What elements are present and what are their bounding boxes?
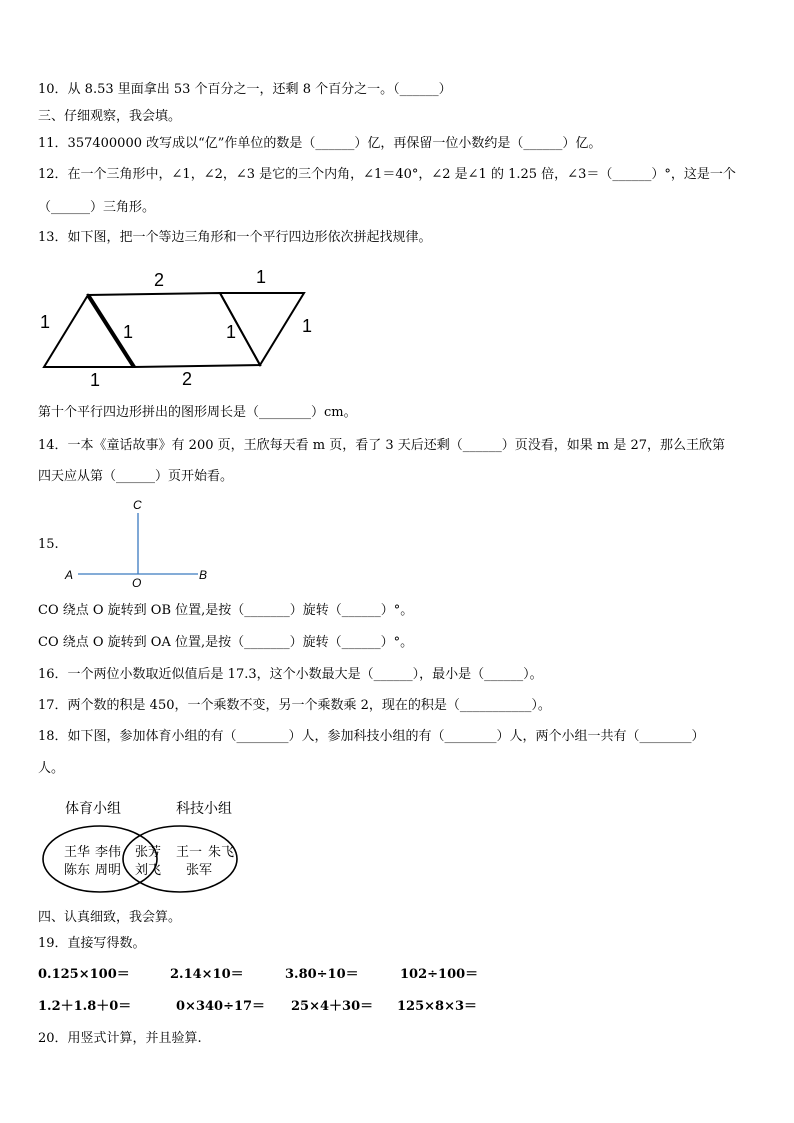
venn-left-name-1: 王华 [64, 844, 91, 859]
question-11: 11．357400000 改写成以“亿”作单位的数是（______）亿，再保留一位小数约是（______）亿。 [38, 136, 602, 151]
question-16: 16．一个两位小数取近似值后是 17.3，这个小数最大是（______），最小是（______）。 [38, 667, 543, 682]
question-14-line-2: 四天应从第（______）页开始看。 [38, 469, 234, 484]
venn-both-name-1: 张芳 [135, 844, 162, 859]
triangle-parallelogram-figure [30, 262, 330, 392]
angle-figure [58, 495, 218, 591]
point-B-label: B [199, 568, 208, 582]
venn-left-title: 体育小组 [65, 800, 121, 816]
venn-right-title: 科技小组 [176, 800, 232, 816]
question-18-line-2: 人。 [38, 761, 65, 776]
question-14-line-1: 14．一本《童话故事》有 200 页，王欣每天看 m 页，看了 3 天后还剩（______）页没看，如果 m 是 27，那么王欣第 [38, 438, 726, 453]
label-left-1: 1 [40, 312, 51, 332]
venn-right-ellipse [123, 826, 237, 892]
calc-8: 125×8×3＝ [397, 999, 478, 1014]
point-C-label: C [133, 498, 142, 512]
question-15-line-2: CO 绕点 O 旋转到 OA 位置,是按（_______）旋转（______）°。 [38, 635, 414, 650]
calc-4: 102÷100＝ [400, 967, 479, 982]
question-12-line-2: （______）三角形。 [38, 200, 156, 215]
calc-3: 3.80÷10＝ [285, 967, 359, 982]
calc-6: 0×340÷17＝ [176, 999, 266, 1014]
question-18-line-1: 18．如下图，参加体育小组的有（________）人，参加科技小组的有（________）人，两个小组一共有（________） [38, 729, 705, 744]
label-right-1: 1 [302, 316, 313, 336]
question-20: 20．用竖式计算，并且验算. [38, 1031, 202, 1046]
calc-2: 2.14×10＝ [170, 967, 244, 982]
point-A-label: A [65, 568, 74, 582]
label-mid-1: 1 [123, 322, 134, 342]
label-bottom-2: 2 [182, 369, 193, 389]
question-17: 17．两个数的积是 450，一个乘数不变，另一个乘数乘 2，现在的积是（___________）。 [38, 698, 551, 713]
question-15-line-1: CO 绕点 O 旋转到 OB 位置,是按（_______）旋转（______）°。 [38, 603, 414, 618]
question-19: 19．直接写得数。 [38, 936, 146, 951]
calc-5: 1.2＋1.8＋0＝ [38, 999, 132, 1014]
question-15: 15. [38, 537, 59, 552]
question-13: 13．如下图，把一个等边三角形和一个平行四边形依次拼起找规律。 [38, 230, 432, 245]
label-bottom-1: 1 [90, 370, 101, 390]
left-triangle [44, 295, 134, 367]
question-12-line-1: 12．在一个三角形中，∠1，∠2，∠3 是它的三个内角，∠1＝40°，∠2 是∠1 的 1.25 倍，∠3＝（______）°，这是一个 [38, 167, 736, 182]
venn-diagram [38, 795, 248, 899]
venn-both-name-2: 刘飞 [135, 862, 162, 877]
label-top-1: 1 [256, 267, 267, 287]
venn-left-name-4: 周明 [95, 862, 122, 877]
section-3-heading: 三、仔细观察，我会填。 [38, 109, 182, 124]
venn-right-name-2: 朱飞 [208, 844, 235, 859]
calc-1: 0.125×100＝ [38, 967, 130, 982]
point-O-label: O [132, 576, 142, 590]
venn-left-name-2: 李伟 [95, 844, 122, 859]
label-mid-right-1: 1 [226, 322, 237, 342]
venn-right-name-3: 张军 [186, 862, 213, 877]
question-13-blank: 第十个平行四边形拼出的图形周长是（________）cm。 [38, 405, 357, 420]
calc-7: 25×4＋30＝ [291, 999, 374, 1014]
question-10: 10．从 8.53 里面拿出 53 个百分之一，还剩 8 个百分之一。（______） [38, 82, 452, 97]
venn-right-name-1: 王一 [176, 844, 203, 859]
label-top-2: 2 [154, 270, 165, 290]
venn-left-name-3: 陈东 [64, 862, 91, 877]
section-4-heading: 四、认真细致，我会算。 [38, 910, 182, 925]
